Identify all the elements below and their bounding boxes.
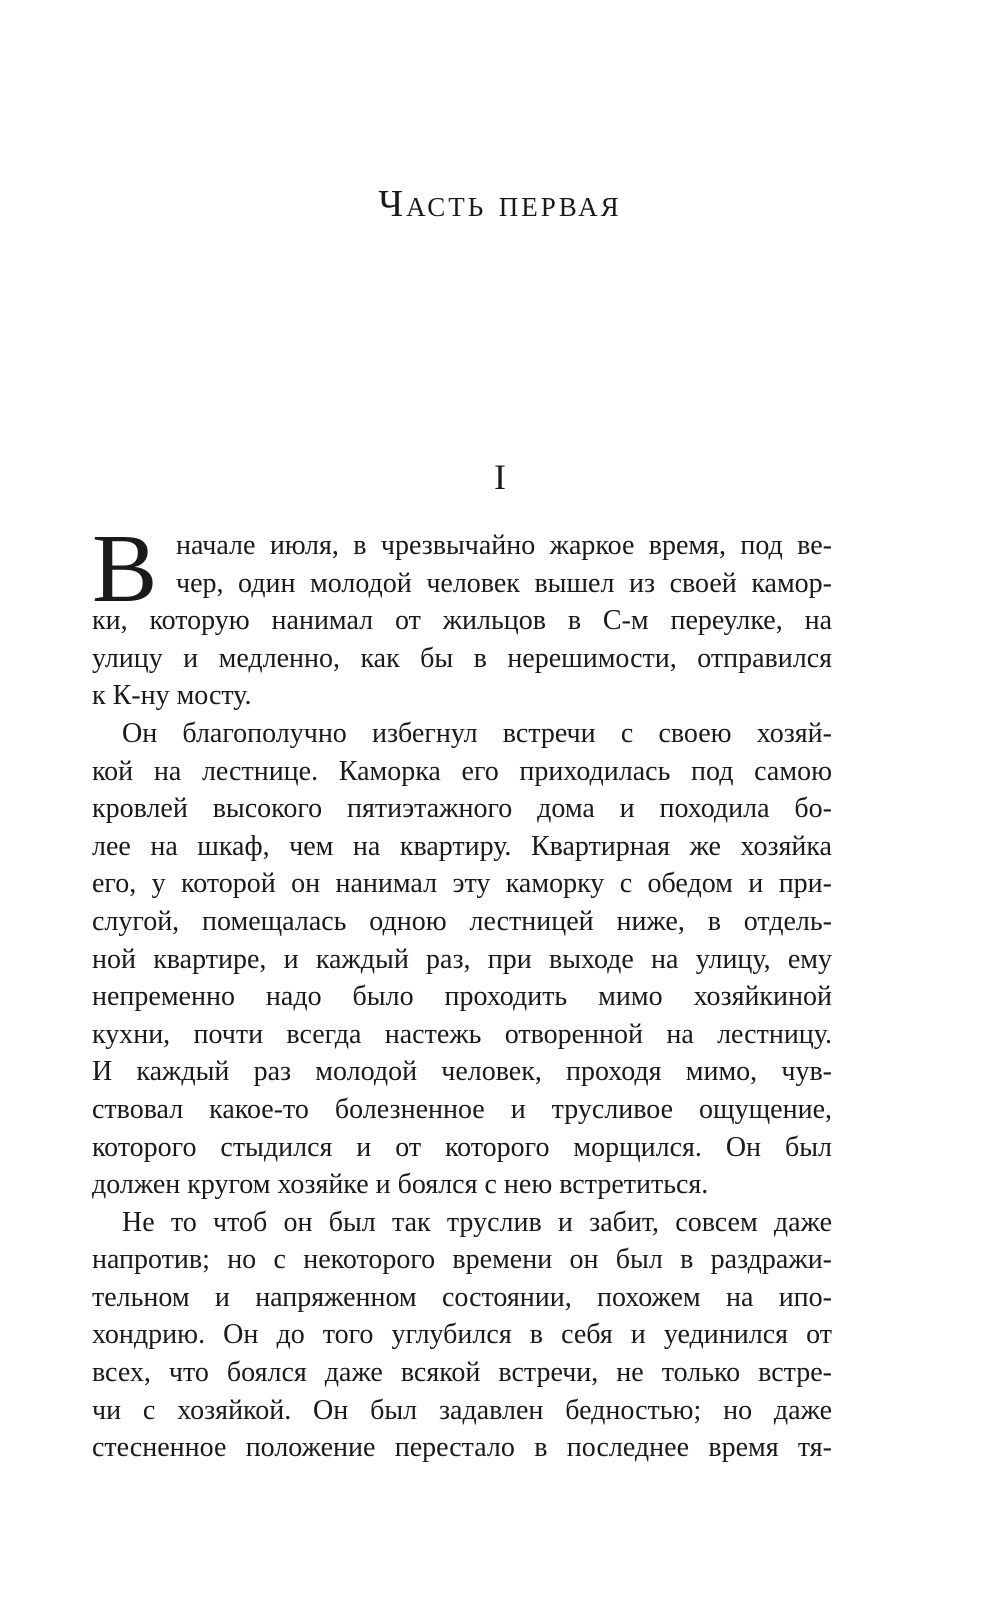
text-line: Он благополучно избегнул встречи с своею хозяй- [122,717,832,749]
text-line: ной квартире, и каждый раз, при выходе на улицу, ему [92,943,832,975]
text-line: Не то чтоб он был так труслив и забит, совсем даже [122,1206,832,1238]
text-line: его, у которой он нанимал эту каморку с обедом и при- [92,868,832,900]
part-title: Часть первая [378,183,622,225]
text-line: всех, что боялся даже всякой встречи, не только встре- [92,1357,832,1389]
text-line: которого стыдился и от которого морщился. Он был [92,1131,832,1163]
chapter-number: I [494,457,506,497]
chapter-body [92,515,832,1467]
text-line: ки, которую нанимал от жильцов в С-м переулке, на [92,605,832,637]
text-line: непременно надо было проходить мимо хозяйкиной [92,981,832,1013]
text-line: ствовал какое-то болезненное и трусливое ощущение, [92,1093,832,1125]
text-line: кой на лестнице. Каморка его приходилась под самою [92,755,832,787]
drop-cap: В [92,515,158,623]
text-line: кухни, почти всегда настежь отворенной на лестницу. [92,1018,832,1050]
text-line: начале июля, в чрезвычайно жаркое время, под ве- [176,530,832,561]
text-line: лее на шкаф, чем на квартиру. Квартирная же хозяйка [92,830,832,862]
text-line: к К-ну мосту. [92,680,252,712]
text-line: хондрию. Он до того углубился в себя и уединился от [92,1319,832,1351]
text-line: слугой, помещалась одною лестницей ниже, в отдель- [92,905,832,937]
paragraph-2 [92,715,832,1204]
text-line: чи с хозяйкой. Он был задавлен бедностью; но даже [92,1394,832,1426]
text-line: напротив; но с некоторого времени он был в раздражи- [92,1244,832,1276]
text-line: должен кругом хозяйке и боялся с нею встретиться. [92,1169,709,1201]
paragraph-3 [92,1204,832,1467]
text-line: кровлей высокого пятиэтажного дома и походила бо- [92,793,832,825]
text-line: стесненное положение перестало в последнее время тя- [92,1432,832,1464]
text-line: чер, один молодой человек вышел из своей камор- [176,567,832,599]
text-line: И каждый раз молодой человек, проходя мимо, чув- [92,1056,832,1088]
text-line: тельном и напряженном состоянии, похожем на ипо- [92,1281,832,1313]
text-line: улицу и медленно, как бы в нерешимости, отправился [92,642,832,674]
paragraph-1 [92,515,832,715]
